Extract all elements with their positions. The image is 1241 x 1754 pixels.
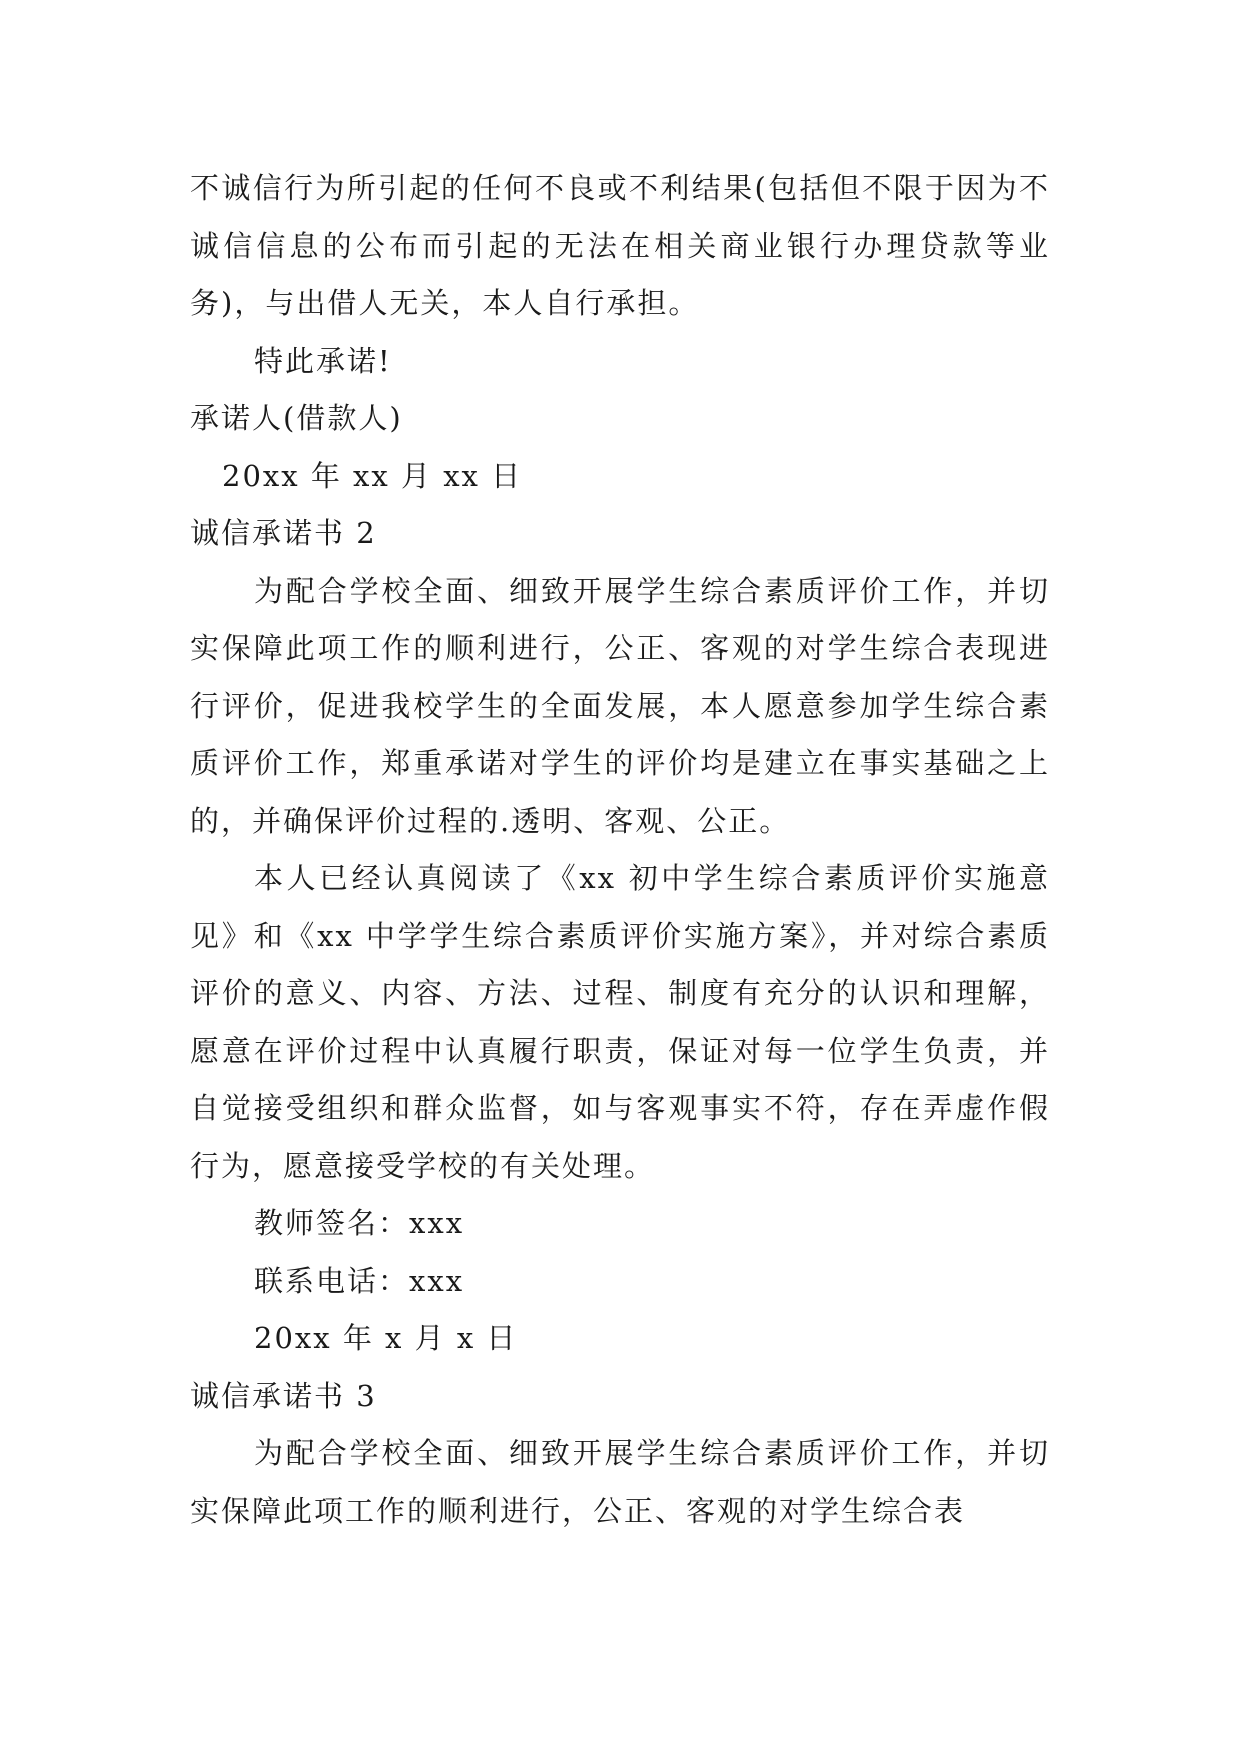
document-body (190, 160, 1050, 1540)
section-title-2: 诚信承诺书 2 (190, 516, 377, 550)
section-title-3: 诚信承诺书 3 (190, 1378, 377, 1413)
paragraph-evaluation-intro: 为配合学校全面、细致开展学生综合素质评价工作，并切实保障此项工作的顺利进行，公正、客观的对学生综合表现进行评价，促进我校学生的全面发展，本人愿意参加学生综合素质评价工作，郑重承诺对学生的评价均是建立在事实基础之上的，并确保评价过程的.透明、客观、公正。 (190, 573, 1050, 838)
paragraph-evaluation-intro-3: 为配合学校全面、细致开展学生综合素质评价工作，并切实保障此项工作的顺利进行，公正、客观的对学生综合表 (190, 1436, 1050, 1528)
promiser-label: 承诺人(借款人) (190, 401, 403, 435)
paragraph-evaluation-commitment: 本人已经认真阅读了《xx 初中学生综合素质评价实施意见》和《xx 中学学生综合素质评价实施方案》，并对综合素质评价的意义、内容、方法、过程、制度有充分的认识和理解，愿意在评价过程中认真履行职责，保证对每一位学生负责，并自觉接受组织和群众监督，如与客观事实不符，存在弄虚作假行为，愿意接受学校的有关处理。 (190, 861, 1050, 1183)
paragraph-promise: 特此承诺! (254, 343, 392, 378)
date-line-1: 20xx 年 xx 月 xx 日 (222, 458, 523, 493)
date-line-2: 20xx 年 x 月 x 日 (254, 1321, 518, 1355)
teacher-signature: 教师签名：xxx (254, 1206, 465, 1240)
contact-phone: 联系电话：xxx (254, 1263, 465, 1298)
paragraph-liability: 不诚信行为所引起的任何不良或不利结果(包括但不限于因为不诚信信息的公布而引起的无法在相关商业银行办理贷款等业务)，与出借人无关，本人自行承担。 (190, 171, 1050, 320)
